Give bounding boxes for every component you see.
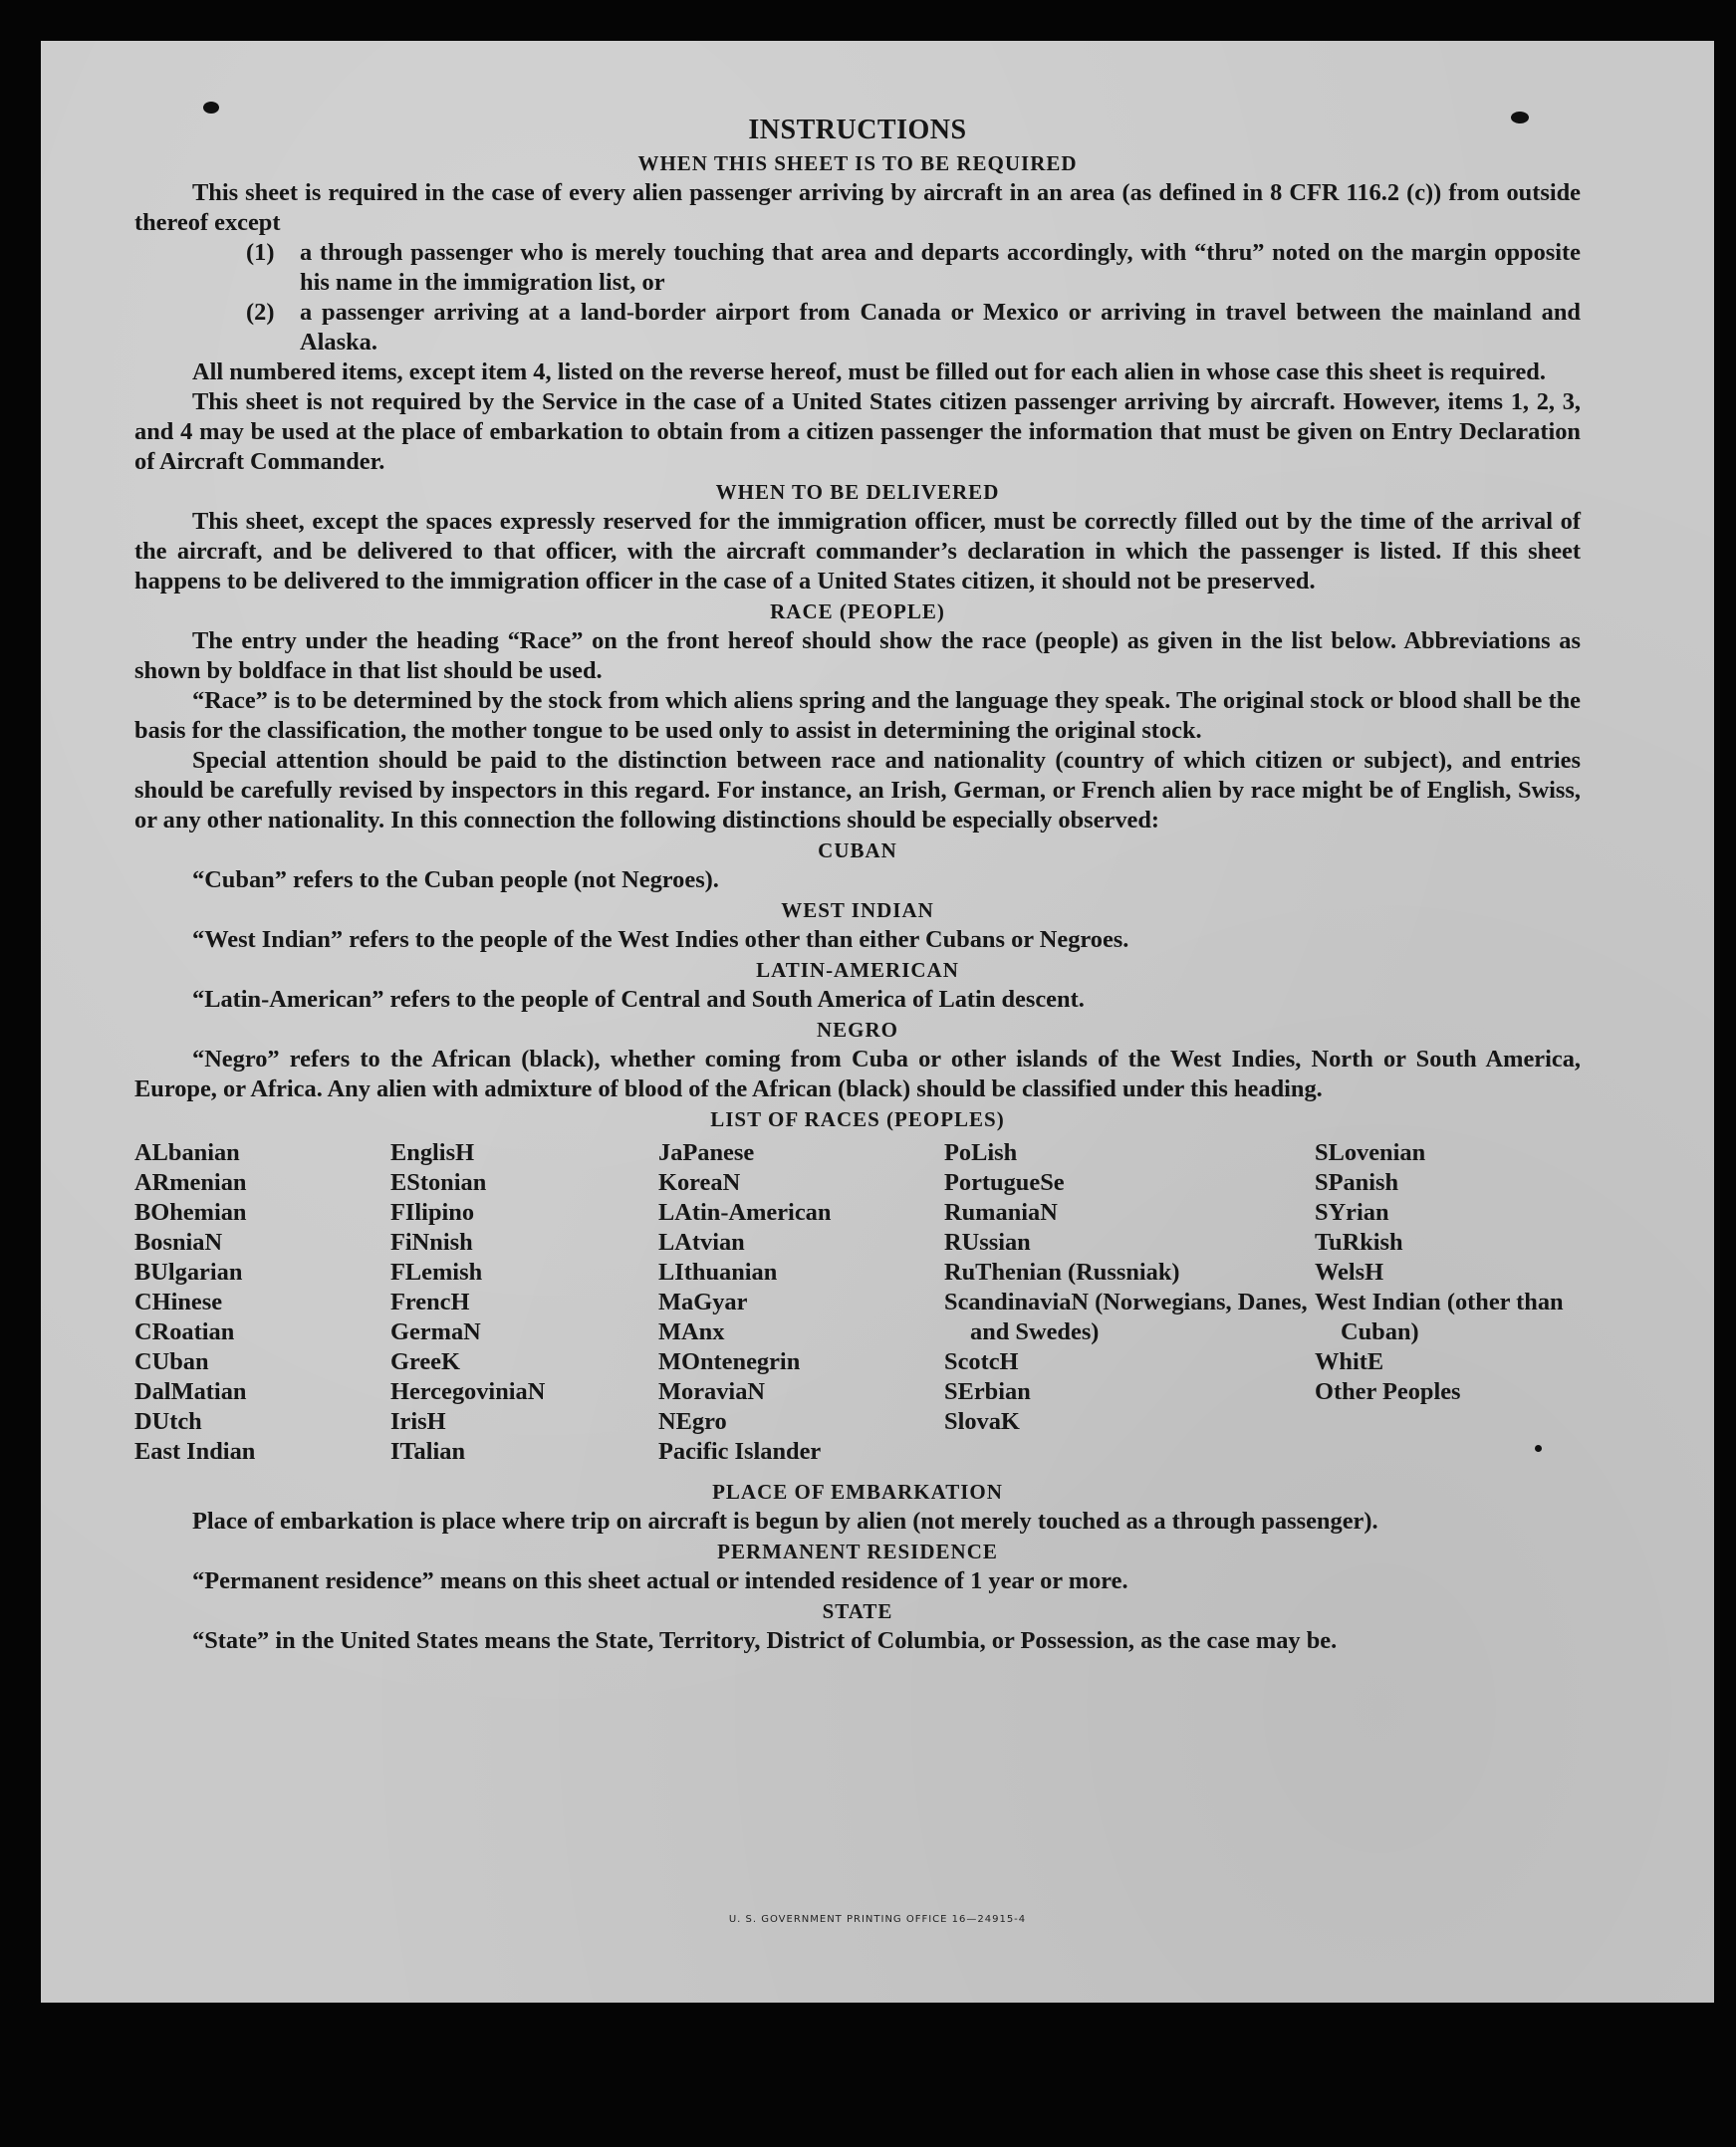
race-list-item: ALbanian: [134, 1139, 240, 1166]
race-list-item: BOhemian: [134, 1199, 247, 1226]
race-list-item: FLemish: [390, 1259, 483, 1286]
race-list-item: East Indian: [134, 1438, 256, 1465]
race-list-item: EnglisH: [390, 1139, 475, 1166]
race-list-item: RuThenian (Russniak): [944, 1259, 1180, 1286]
when-required-intro: This sheet is required in the case of every alien passenger arriving by aircraft in an area (as defined in 8 CFR 116.2 (c)) from outside thereof except: [134, 179, 1581, 236]
race-list-item: KoreaN: [658, 1169, 741, 1196]
distinction-text-latin-american: “Latin-American” refers to the people of Central and South America of Latin descent.: [192, 986, 1085, 1013]
race-list-item: BUlgarian: [134, 1259, 243, 1286]
section-heading-when-required: WHEN THIS SHEET IS TO BE REQUIRED: [637, 151, 1078, 175]
race-list-item: MOntenegrin: [658, 1348, 801, 1375]
numbered-items-paragraph: All numbered items, except item 4, listed on the reverse hereof, must be filled out for each alien in whose case this sheet is required.: [192, 358, 1546, 385]
race-list-item: LIthuanian: [658, 1259, 778, 1286]
distinction-heading-latin-american: LATIN-AMERICAN: [756, 958, 959, 982]
distinction-heading-negro: NEGRO: [816, 1018, 898, 1042]
race-list-item: IrisH: [390, 1408, 446, 1435]
race-list-item: ARmenian: [134, 1169, 247, 1196]
exception-number: (1): [246, 239, 275, 266]
race-list-item: SYrian: [1315, 1199, 1389, 1226]
race-list-item: MAnx: [658, 1318, 725, 1345]
exception-number: (2): [246, 299, 275, 326]
race-list-item: RumaniaN: [944, 1199, 1058, 1226]
race-list-item: SlovaK: [944, 1408, 1020, 1435]
race-list-heading: LIST OF RACES (PEOPLES): [710, 1107, 1005, 1131]
permanent-residence-paragraph: “Permanent residence” means on this sheet actual or intended residence of 1 year or more.: [192, 1567, 1128, 1594]
section-heading-when-delivered: WHEN TO BE DELIVERED: [715, 480, 1000, 504]
race-list-item: LAtin-American: [658, 1199, 832, 1226]
document-sheet: [41, 41, 1714, 2003]
race-list-item: LAtvian: [658, 1229, 745, 1256]
race-list-item: CHinese: [134, 1289, 223, 1315]
section-heading-state: STATE: [822, 1599, 893, 1623]
race-list-item: FiNnish: [390, 1229, 473, 1256]
race-list-item: CRoatian: [134, 1318, 235, 1345]
race-list-item: ITalian: [390, 1438, 466, 1465]
distinction-text-negro: “Negro” refers to the African (black), whether coming from Cuba or other islands of the West Indies, North or South America, Europe, or Africa. Any alien with admixture of blood of the African (black) should be classified under this heading.: [134, 1046, 1581, 1102]
citizen-note-paragraph: This sheet is not required by the Service in the case of a United States citizen passenger arriving by aircraft. However, items 1, 2, 3, and 4 may be used at the place of embarkation to obtain from a citizen passenger the information that must be given on Entry Declaration of Aircraft Commander.: [134, 388, 1581, 475]
race-list-item: DUtch: [134, 1408, 202, 1435]
race-list-item: Pacific Islander: [658, 1438, 822, 1465]
race-list-item: DalMatian: [134, 1378, 247, 1405]
race-list-item: WelsH: [1315, 1259, 1384, 1286]
race-list-item: BosniaN: [134, 1229, 223, 1256]
race-paragraph-2: “Race” is to be determined by the stock from which aliens spring and the language they speak. The original stock or blood shall be the basis for the classification, the mother tongue to be used only to assist in determining the original stock.: [134, 687, 1581, 744]
distinction-text-cuban: “Cuban” refers to the Cuban people (not Negroes).: [192, 866, 719, 893]
distinction-heading-west-indian: WEST INDIAN: [781, 898, 934, 922]
race-list-item: West Indian (other than Cuban): [1315, 1289, 1564, 1345]
race-list-item: GermaN: [390, 1318, 481, 1345]
race-list-item: ScandinaviaN (Norwegians, Danes, and Swedes): [944, 1289, 1308, 1345]
page-title: INSTRUCTIONS: [748, 115, 967, 145]
race-list-item: CUban: [134, 1348, 209, 1375]
distinction-heading-cuban: CUBAN: [818, 838, 897, 862]
race-list: [134, 1138, 1581, 1467]
race-list-item: GreeK: [390, 1348, 460, 1375]
section-heading-permanent-residence: PERMANENT RESIDENCE: [717, 1540, 998, 1563]
race-list-column: [390, 1138, 658, 1467]
race-paragraph-3: Special attention should be paid to the distinction between race and nationality (country of which citizen or subject), and entries should be carefully revised by inspectors in this regard. For instance, an Irish, German, or French alien by race might be of English, Swiss, or any other nationality. In this connection the following distinctions should be especially observed:: [134, 747, 1581, 834]
race-list-column: [134, 1138, 390, 1467]
distinction-text-west-indian: “West Indian” refers to the people of the West Indies other than either Cubans or Negroes.: [192, 926, 1129, 953]
when-delivered-paragraph: This sheet, except the spaces expressly reserved for the immigration officer, must be correctly filled out by the time of the arrival of the aircraft, and be delivered to that officer, with the aircraft commander’s declaration in which the passenger is listed. If this sheet happens to be delivered to the immigration officer in the case of a United States citizen, it should not be preserved.: [134, 508, 1581, 595]
race-list-item: PoLish: [944, 1139, 1018, 1166]
race-list-item: SPanish: [1315, 1169, 1399, 1196]
state-paragraph: “State” in the United States means the State, Territory, District of Columbia, or Possession, as the case may be.: [192, 1627, 1338, 1654]
exception-text: a through passenger who is merely touching that area and departs accordingly, with “thru” noted on the margin opposite his name in the immigration list, or: [300, 239, 1581, 296]
race-list-item: HercegoviniaN: [390, 1378, 546, 1405]
race-list-item: RUssian: [944, 1229, 1031, 1256]
race-list-item: SLovenian: [1315, 1139, 1426, 1166]
embarkation-paragraph: Place of embarkation is place where trip on aircraft is begun by alien (not merely touched as a through passenger).: [192, 1508, 1378, 1535]
race-list-column: [1315, 1138, 1579, 1467]
exception-item: [246, 298, 1581, 358]
race-list-item: FIlipino: [390, 1199, 475, 1226]
race-list-column: [658, 1138, 944, 1467]
race-list-item: PortugueSe: [944, 1169, 1065, 1196]
race-list-item: WhitE: [1315, 1348, 1384, 1375]
race-list-item: JaPanese: [658, 1139, 755, 1166]
exception-item: [246, 238, 1581, 298]
race-paragraph-1: The entry under the heading “Race” on the front hereof should show the race (people) as given in the list below. Abbreviations as shown by boldface in that list should be used.: [134, 627, 1581, 684]
printer-imprint: U. S. GOVERNMENT PRINTING OFFICE 16—24915-4: [728, 1914, 1027, 1925]
race-list-item: MoraviaN: [658, 1378, 766, 1405]
race-list-item: MaGyar: [658, 1289, 748, 1315]
section-heading-race: RACE (PEOPLE): [770, 599, 945, 623]
race-list-item: NEgro: [658, 1408, 727, 1435]
race-list-item: Other Peoples: [1315, 1378, 1461, 1405]
race-list-item: ScotcH: [944, 1348, 1019, 1375]
race-list-item: EStonian: [390, 1169, 487, 1196]
section-heading-embarkation: PLACE OF EMBARKATION: [712, 1480, 1003, 1504]
race-list-column: [944, 1138, 1315, 1467]
instructions-body: [134, 113, 1581, 1656]
exception-text: a passenger arriving at a land-border airport from Canada or Mexico or arriving in travel between the mainland and Alaska.: [300, 299, 1581, 356]
race-list-item: TuRkish: [1315, 1229, 1403, 1256]
race-list-item: SErbian: [944, 1378, 1031, 1405]
race-list-item: FrencH: [390, 1289, 470, 1315]
